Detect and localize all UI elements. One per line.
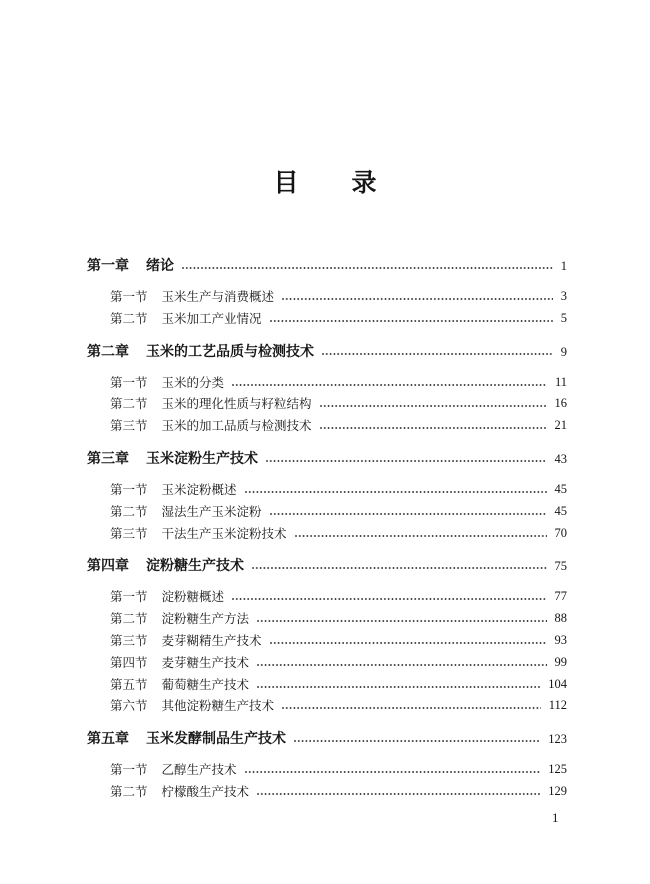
section-title: 玉米的理化性质与籽粒结构 [161,396,312,412]
section-label: 第一节 [110,762,148,778]
chapter-page-number: 9 [560,344,567,359]
dot-leader [320,393,547,415]
section-label: 第五节 [110,676,148,692]
page-number: 1 [552,810,559,825]
dot-leader [245,479,547,501]
chapter-page-number: 75 [554,559,567,574]
toc-section-row [87,372,567,394]
toc-section-row [87,286,567,308]
section-label: 第二节 [110,611,148,627]
dot-leader [232,586,546,608]
section-title: 乙醇生产技术 [161,762,237,778]
chapter-label: 第五章 [87,731,129,748]
section-page-number: 77 [554,589,567,604]
dot-leader [232,372,547,394]
chapter-title: 玉米发酵制品生产技术 [146,731,286,748]
section-title: 其他淀粉糖生产技术 [161,698,275,714]
section-label: 第二节 [110,310,148,326]
section-label: 第二节 [110,396,148,412]
chapter-title: 淀粉糖生产技术 [146,558,244,575]
dot-leader [270,308,553,330]
chapter-title: 绪论 [146,258,174,274]
dot-leader [245,759,541,781]
dot-leader [266,448,547,470]
section-title: 玉米淀粉概述 [161,481,237,497]
dot-leader [270,501,547,523]
section-title: 玉米加工产业情况 [161,310,262,326]
dot-leader [252,555,547,577]
dot-leader [282,695,541,717]
section-title: 干法生产玉米淀粉技术 [161,525,287,541]
section-label: 第三节 [110,632,148,648]
section-title: 玉米生产与消费概述 [161,289,275,304]
section-title: 淀粉糖概述 [161,589,225,605]
table-of-contents [87,255,567,803]
section-title: 湿法生产玉米淀粉 [161,503,262,519]
toc-section-row [87,759,567,781]
toc-section-row [87,630,567,652]
section-page-number: 112 [548,698,567,713]
toc-chapter-row [87,448,567,470]
chapter-label: 第一章 [87,258,129,274]
toc-chapter-row [87,555,567,577]
section-page-number: 104 [548,676,567,691]
section-label: 第六节 [110,698,148,714]
chapter-label: 第二章 [87,343,129,360]
dot-leader [294,728,540,750]
toc-section-row [87,479,567,501]
toc-section-row [87,501,567,523]
section-title: 麦芽糖生产技术 [161,654,250,670]
section-label: 第二节 [110,783,148,799]
section-page-number: 5 [560,310,567,325]
chapter-page-number: 1 [560,259,567,273]
dot-leader [257,652,546,674]
chapter-label: 第四章 [87,558,129,575]
section-label: 第一节 [110,481,148,497]
section-label: 第二节 [110,503,148,519]
section-page-number: 93 [554,632,567,647]
dot-leader [257,608,546,630]
toc-chapter-row [87,255,567,277]
section-title: 淀粉糖生产方法 [161,611,250,627]
toc-section-row [87,393,567,415]
chapter-title: 玉米的工艺品质与检测技术 [146,343,314,360]
section-page-number: 45 [554,503,567,518]
section-page-number: 21 [554,418,567,433]
section-page-number: 70 [554,525,567,540]
dot-leader [322,341,553,363]
chapter-page-number: 43 [554,451,567,466]
dot-leader [257,674,540,696]
section-label: 第三节 [110,525,148,541]
chapter-page-number: 123 [548,732,567,747]
section-page-number: 45 [554,481,567,496]
toc-section-row [87,652,567,674]
section-title: 玉米的分类 [161,374,225,390]
section-page-number: 3 [560,289,567,303]
toc-section-row [87,608,567,630]
toc-section-row [87,586,567,608]
dot-leader [282,286,553,308]
section-label: 第一节 [110,589,148,605]
section-title: 玉米的加工品质与检测技术 [161,418,312,434]
section-page-number: 88 [554,611,567,626]
section-page-number: 11 [554,374,567,389]
dot-leader [320,415,547,437]
dot-leader [295,523,547,545]
dot-leader [182,255,553,277]
section-label: 第一节 [110,289,148,304]
page-title: 目 录 [273,168,391,197]
toc-chapter-row [87,341,567,363]
section-title: 麦芽糊精生产技术 [161,632,262,648]
section-page-number: 129 [548,783,567,798]
toc-section-row [87,415,567,437]
section-page-number: 125 [548,762,567,777]
toc-section-row [87,674,567,696]
toc-chapter-row [87,728,567,750]
dot-leader [270,630,547,652]
section-label: 第四节 [110,654,148,670]
toc-section-row [87,308,567,330]
section-title: 葡萄糖生产技术 [161,676,250,692]
chapter-title: 玉米淀粉生产技术 [146,450,258,467]
chapter-label: 第三章 [87,450,129,467]
toc-section-row [87,523,567,545]
toc-section-row [87,695,567,717]
toc-section-row [87,781,567,803]
section-page-number: 99 [554,654,567,669]
section-label: 第三节 [110,418,148,434]
section-title: 柠檬酸生产技术 [161,783,250,799]
section-page-number: 16 [554,396,567,411]
dot-leader [257,781,540,803]
section-label: 第一节 [110,374,148,390]
